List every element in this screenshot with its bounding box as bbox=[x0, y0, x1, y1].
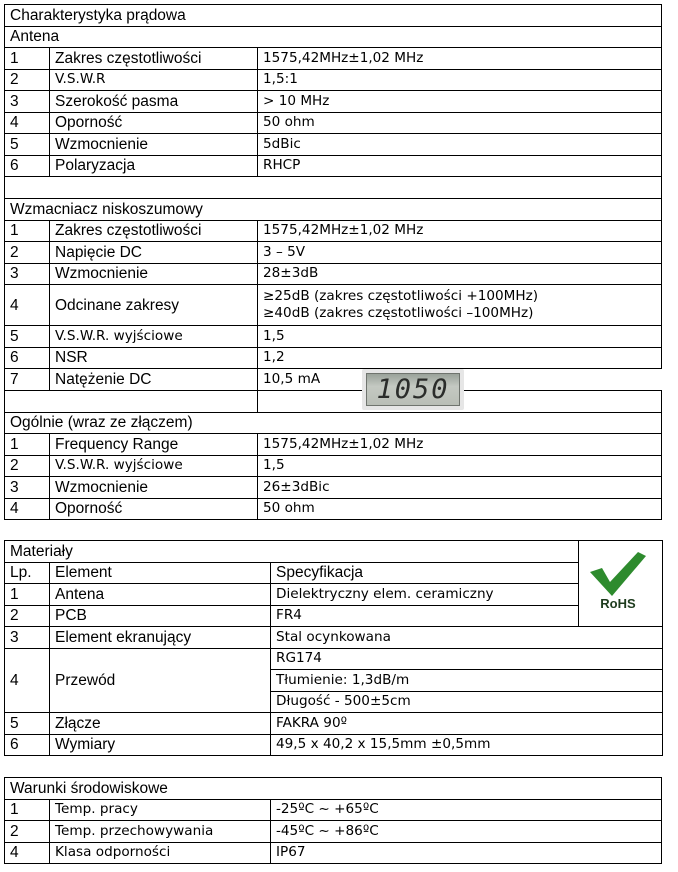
table-row bbox=[5, 369, 662, 391]
column-header-lp: Lp. bbox=[5, 562, 50, 584]
row-number: 3 bbox=[5, 91, 50, 113]
row-number: 2 bbox=[5, 69, 50, 91]
parameter-value: 50 ohm bbox=[258, 112, 662, 134]
parameter-value: 50 ohm bbox=[258, 498, 662, 520]
table-header-row bbox=[5, 562, 663, 584]
rohs-text: RoHS bbox=[600, 596, 636, 611]
condition-value: -25ºC ~ +65ºC bbox=[271, 799, 662, 821]
parameter-name: Wzmocnienie bbox=[50, 263, 258, 285]
row-number: 3 bbox=[5, 263, 50, 285]
row-number: 6 bbox=[5, 734, 50, 756]
empty-row bbox=[5, 390, 662, 412]
element-name: Przewód bbox=[50, 648, 271, 713]
row-number: 6 bbox=[5, 155, 50, 177]
parameter-value bbox=[258, 285, 662, 326]
table-row bbox=[5, 477, 662, 499]
element-name: Wymiary bbox=[50, 734, 271, 756]
parameter-value: 1,2 bbox=[258, 347, 662, 369]
parameter-name: Oporność bbox=[50, 112, 258, 134]
cutoff-line-2: ≥40dB (zakres częstotliwości –100MHz) bbox=[263, 305, 534, 321]
column-header-spec: Specyfikacja bbox=[271, 562, 579, 584]
row-number: 1 bbox=[5, 799, 50, 821]
section-title: Wzmacniacz niskoszumowy bbox=[5, 199, 662, 221]
table-row bbox=[5, 842, 662, 864]
element-spec: RG174 bbox=[271, 648, 663, 670]
table-title: Charakterystyka prądowa bbox=[5, 5, 662, 27]
table-row bbox=[5, 734, 663, 756]
table-row bbox=[5, 347, 662, 369]
table-row bbox=[5, 242, 662, 264]
checkmark-icon bbox=[590, 552, 646, 596]
parameter-name: Wzmocnienie bbox=[50, 134, 258, 156]
table-row bbox=[5, 155, 662, 177]
parameter-name: Odcinane zakresy bbox=[50, 285, 258, 326]
parameter-value: 26±3dBic bbox=[258, 477, 662, 499]
element-spec: Dielektryczny elem. ceramiczny bbox=[271, 584, 579, 606]
table-row bbox=[5, 627, 663, 649]
row-number: 4 bbox=[5, 285, 50, 326]
parameter-value: 1,5:1 bbox=[258, 69, 662, 91]
parameter-name: Napięcie DC bbox=[50, 242, 258, 264]
parameter-value: 1575,42MHz±1,02 MHz bbox=[258, 48, 662, 70]
row-number: 1 bbox=[5, 434, 50, 456]
parameter-value: 1575,42MHz±1,02 MHz bbox=[258, 434, 662, 456]
parameter-name: Zakres częstotliwości bbox=[50, 48, 258, 70]
parameter-value: 1,5 bbox=[258, 455, 662, 477]
row-number: 5 bbox=[5, 326, 50, 348]
element-name: Element ekranujący bbox=[50, 627, 271, 649]
section-title: Antena bbox=[5, 26, 662, 48]
cutoff-line-1: ≥25dB (zakres częstotliwości +100MHz) bbox=[263, 288, 539, 304]
row-number: 3 bbox=[5, 627, 50, 649]
parameter-value: 1575,42MHz±1,02 MHz bbox=[258, 220, 662, 242]
element-spec: Tłumienie: 1,3dB/m bbox=[271, 670, 663, 692]
rohs-logo bbox=[576, 542, 660, 626]
condition-value: -45ºC ~ +86ºC bbox=[271, 821, 662, 843]
table-row bbox=[5, 134, 662, 156]
parameter-name: Wzmocnienie bbox=[50, 477, 258, 499]
table-row bbox=[5, 326, 662, 348]
row-number: 5 bbox=[5, 134, 50, 156]
table-row bbox=[5, 713, 663, 735]
row-number: 2 bbox=[5, 242, 50, 264]
empty-row bbox=[5, 177, 662, 199]
table-row bbox=[5, 220, 662, 242]
column-header-element: Element bbox=[50, 562, 271, 584]
condition-name: Klasa odporności bbox=[50, 842, 271, 864]
element-name: Złącze bbox=[50, 713, 271, 735]
row-number: 1 bbox=[5, 584, 50, 606]
parameter-name: Szerokość pasma bbox=[50, 91, 258, 113]
parameter-name: Oporność bbox=[50, 498, 258, 520]
parameter-name: Frequency Range bbox=[50, 434, 258, 456]
condition-name: Temp. pracy bbox=[50, 799, 271, 821]
row-number: 2 bbox=[5, 821, 50, 843]
parameter-name: V.S.W.R. wyjściowe bbox=[50, 455, 258, 477]
parameter-value: 10,5 mA bbox=[258, 369, 662, 391]
parameter-name: Polaryzacja bbox=[50, 155, 258, 177]
condition-name: Temp. przechowywania bbox=[50, 821, 271, 843]
table-row bbox=[5, 434, 662, 456]
parameter-name: Natężenie DC bbox=[50, 369, 258, 391]
parameter-value: 1,5 bbox=[258, 326, 662, 348]
lcd-display bbox=[362, 369, 464, 410]
element-name: Antena bbox=[50, 584, 271, 606]
element-spec: Stal ocynkowana bbox=[271, 627, 663, 649]
parameter-value: 5dBic bbox=[258, 134, 662, 156]
row-number: 4 bbox=[5, 842, 50, 864]
lcd-reading: 1050 bbox=[366, 373, 460, 406]
parameter-value: 3 – 5V bbox=[258, 242, 662, 264]
table-row bbox=[5, 605, 663, 627]
table-row bbox=[5, 69, 662, 91]
environmental-conditions-table bbox=[4, 777, 662, 864]
section-title: Ogólnie (wraz ze złączem) bbox=[5, 412, 662, 434]
parameter-value: 28±3dB bbox=[258, 263, 662, 285]
parameter-name: V.S.W.R bbox=[50, 69, 258, 91]
materials-table bbox=[4, 540, 663, 756]
condition-value: IP67 bbox=[271, 842, 662, 864]
table-row bbox=[5, 648, 663, 670]
row-number: 5 bbox=[5, 713, 50, 735]
electrical-characteristics-table bbox=[4, 4, 662, 520]
element-spec: 49,5 x 40,2 x 15,5mm ±0,5mm bbox=[271, 734, 663, 756]
row-number: 6 bbox=[5, 347, 50, 369]
table-row bbox=[5, 455, 662, 477]
parameter-value: RHCP bbox=[258, 155, 662, 177]
row-number: 2 bbox=[5, 455, 50, 477]
table-row bbox=[5, 112, 662, 134]
element-name: PCB bbox=[50, 605, 271, 627]
element-spec: FR4 bbox=[271, 605, 579, 627]
table-title: Materiały bbox=[5, 541, 579, 563]
row-number: 1 bbox=[5, 220, 50, 242]
table-row bbox=[5, 498, 662, 520]
row-number: 4 bbox=[5, 498, 50, 520]
table-row bbox=[5, 263, 662, 285]
table-row bbox=[5, 821, 662, 843]
parameter-name: Zakres częstotliwości bbox=[50, 220, 258, 242]
row-number: 4 bbox=[5, 112, 50, 134]
table-row bbox=[5, 91, 662, 113]
table-row bbox=[5, 285, 662, 326]
row-number: 3 bbox=[5, 477, 50, 499]
row-number: 7 bbox=[5, 369, 50, 391]
parameter-name: NSR bbox=[50, 347, 258, 369]
parameter-name: V.S.W.R. wyjściowe bbox=[50, 326, 258, 348]
element-spec: Długość - 500±5cm bbox=[271, 691, 663, 713]
parameter-value: > 10 MHz bbox=[258, 91, 662, 113]
table-row bbox=[5, 584, 663, 606]
row-number: 1 bbox=[5, 48, 50, 70]
table-title: Warunki środowiskowe bbox=[5, 778, 662, 800]
row-number: 4 bbox=[5, 648, 50, 713]
table-row bbox=[5, 48, 662, 70]
element-spec: FAKRA 90º bbox=[271, 713, 663, 735]
table-row bbox=[5, 799, 662, 821]
row-number: 2 bbox=[5, 605, 50, 627]
